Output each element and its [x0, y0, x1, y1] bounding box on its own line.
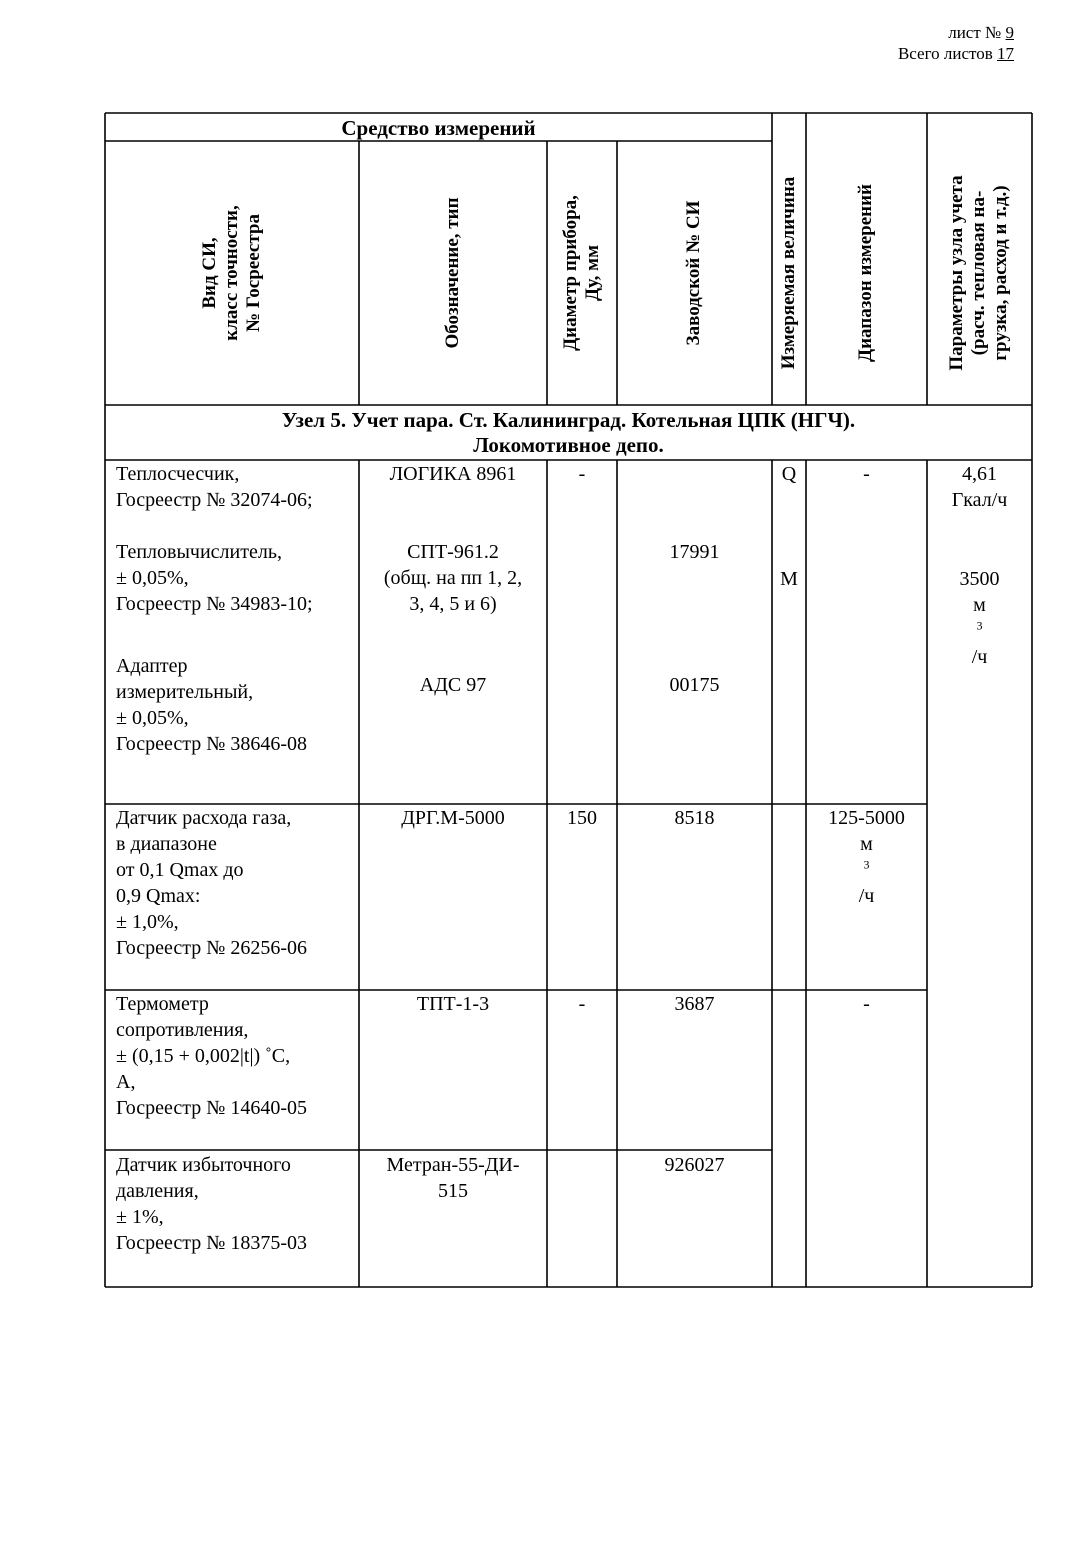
page-header	[898, 22, 1014, 64]
row1-serial-2: 17991	[669, 541, 720, 563]
col-header-quantity: Измеряемая величина	[778, 176, 799, 370]
row1-serial-3: 00175	[669, 674, 720, 696]
total-sheets-line: Всего листов 17	[897, 44, 1014, 63]
row1-diameter: -	[578, 463, 586, 485]
row4-serial: 926027	[664, 1154, 725, 1176]
row3-diameter: -	[578, 993, 586, 1015]
col-header-diameter: Диаметр прибора, Ду, мм	[560, 195, 603, 351]
group-header: Средство измерений	[341, 116, 536, 140]
row3-range: -	[863, 993, 870, 1015]
row2-range: 125-5000 м $^3$ /ч	[828, 807, 905, 907]
row3-serial: 3687	[674, 993, 715, 1015]
row1-designation-3: АДС 97	[419, 674, 487, 696]
row2-designation: ДРГ.М-5000	[401, 807, 505, 829]
section-title: Узел 5. Учет пара. Ст. Калининград. Котельная ЦПК (НГЧ). Локомотивное депо.	[281, 408, 856, 457]
row3-type-cell: Термометр сопротивления, ± (0,15 + 0,002|t|) ˚С, А, Госреестр № 14640-05	[116, 993, 308, 1119]
row1-quantity-m: M	[780, 568, 798, 590]
row1-params-heat: 4,61 Гкал/ч	[951, 463, 1008, 511]
col-header-serial: Заводской № СИ	[683, 200, 704, 346]
sheet-number-line: лист № 9	[948, 23, 1014, 42]
col-header-type: Вид СИ, класс точности, № Госреестра	[199, 205, 264, 341]
row4-type-cell: Датчик избыточного давления, ± 1%, Госреестр № 18375-03	[116, 1154, 308, 1254]
row2-type-cell: Датчик расхода газа, в диапазоне от 0,1 Qmax до 0,9 Qmax: ± 1,0%, Госреестр № 26256-06	[116, 807, 308, 959]
col-header-designation: Обозначение, тип	[442, 197, 463, 349]
row4-designation: Метран-55-ДИ- 515	[386, 1154, 520, 1202]
row3-designation: ТПТ-1-3	[416, 993, 490, 1015]
col-header-range: Диапазон измерений	[855, 184, 876, 362]
row1-designation-1: ЛОГИКА 8961	[389, 463, 517, 485]
row1-params-flow: 3500 м $^3$ /ч	[959, 568, 1000, 668]
row2-diameter: 150	[567, 807, 597, 829]
row2-serial: 8518	[674, 807, 715, 829]
row1-range: -	[863, 463, 870, 485]
col-header-params: Параметры узла учета (расч. тепловая на- грузка, расход и т.д.)	[946, 175, 1011, 371]
row1-designation-2: СПТ-961.2 (общ. на пп 1, 2, 3, 4, 5 и 6)	[383, 541, 523, 615]
row1-type-cell: Теплосчесчик, Госреестр № 32074-06; Тепловычислитель, ± 0,05%, Госреестр № 34983-10; Адаптер измерительный, ± 0,05%, Госреестр № 38646-08	[116, 463, 313, 755]
row1-quantity-q: Q	[781, 463, 797, 485]
